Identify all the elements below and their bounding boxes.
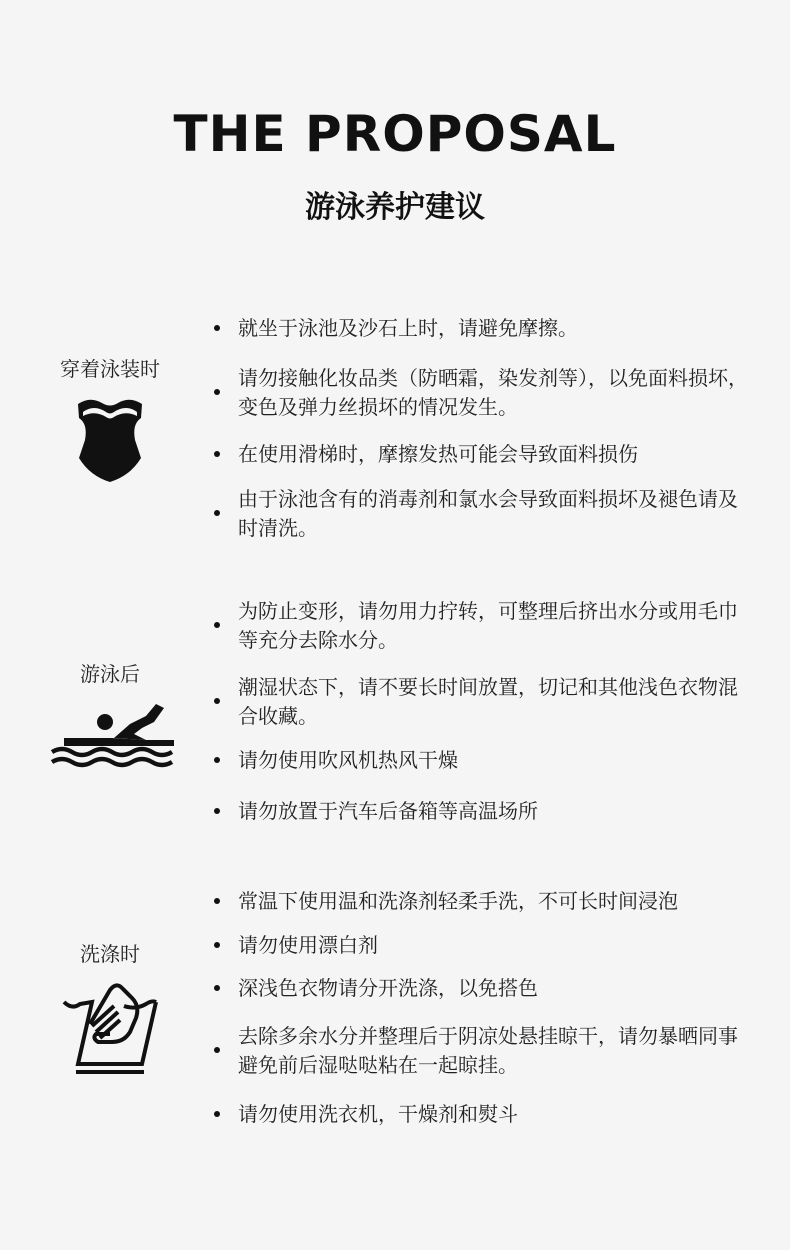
list-item: 潮湿状态下，请不要长时间放置，切记和其他浅色衣物混合收藏。 [214, 673, 754, 731]
list-item: 请勿接触化妆品类（防晒霜，染发剂等），以免面料损坏，变色及弹力丝损坏的情况发生。 [214, 364, 754, 422]
page-title: THE PROPOSAL [173, 105, 617, 163]
list-item: 深浅色衣物请分开洗涤，以免搭色 [214, 974, 754, 1003]
list-item: 请勿放置于汽车后备箱等高温场所 [214, 797, 754, 826]
page-subtitle: 游泳养护建议 [305, 190, 485, 225]
list-item: 请勿使用漂白剂 [214, 931, 754, 960]
swimsuit-icon [50, 396, 170, 484]
section-label: 游泳后 [80, 662, 140, 686]
section-label: 穿着泳装时 [60, 357, 160, 381]
list-item: 请勿使用洗衣机，干燥剂和熨斗 [214, 1100, 754, 1129]
list-item: 为防止变形，请勿用力拧转，可整理后挤出水分或用毛巾等充分去除水分。 [214, 597, 754, 655]
list-item: 就坐于泳池及沙石上时，请避免摩擦。 [214, 314, 754, 343]
swimmer-icon [50, 700, 170, 768]
list-item: 由于泳池含有的消毒剂和氯水会导致面料损坏及褪色请及时清洗。 [214, 485, 754, 543]
list-item: 请勿使用吹风机热风干燥 [214, 746, 754, 775]
list-item: 去除多余水分并整理后于阴凉处悬挂晾干，请勿暴晒同事避免前后湿哒哒粘在一起晾挂。 [214, 1022, 754, 1080]
hand-wash-icon [50, 980, 170, 1076]
section-label: 洗涤时 [80, 942, 140, 966]
list-item: 在使用滑梯时，摩擦发热可能会导致面料损伤 [214, 440, 754, 469]
list-item: 常温下使用温和洗涤剂轻柔手洗，不可长时间浸泡 [214, 887, 754, 916]
